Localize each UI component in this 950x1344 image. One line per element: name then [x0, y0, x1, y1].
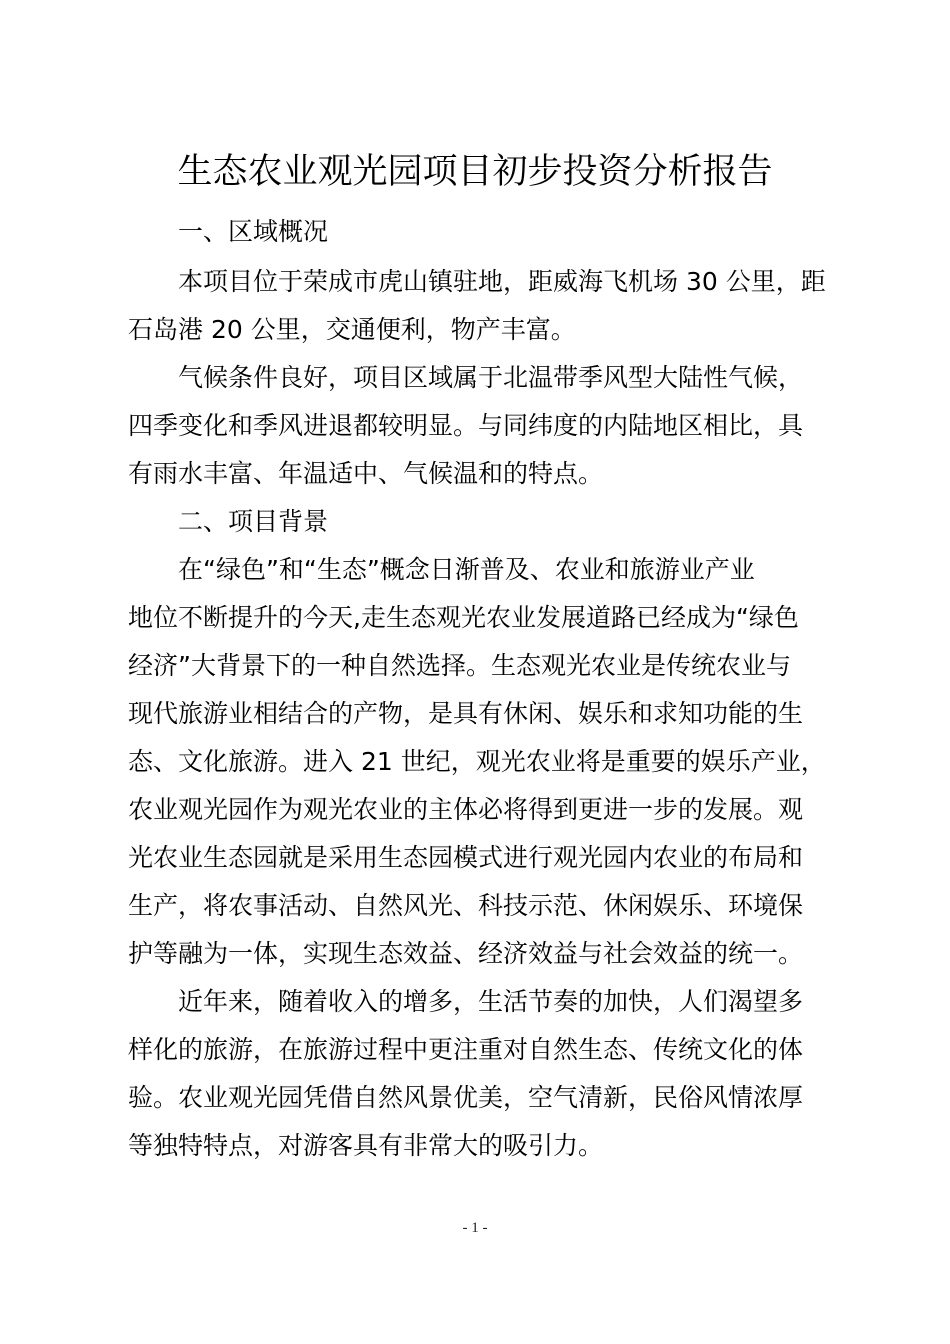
paragraph-line: 经济”大背景下的一种自然选择。生态观光农业是传统农业与: [128, 651, 791, 680]
paragraph-line: 有雨水丰富、年温适中、气候温和的特点。: [128, 459, 604, 488]
page-number: - 1 -: [462, 1220, 488, 1236]
section-heading-region-overview: 一、区域概况: [178, 217, 329, 246]
paragraph-line: 样化的旅游，在旅游过程中更注重对自然生态、传统文化的体: [128, 1035, 804, 1064]
paragraph-line: 气候条件良好，项目区域属于北温带季风型大陆性气候，: [178, 363, 804, 392]
paragraph-line: 石岛港 20 公里，交通便利，物产丰富。: [128, 315, 576, 344]
paragraph-line: 护等融为一体，实现生态效益、经济效益与社会效益的统一。: [128, 939, 804, 968]
paragraph-line: 等独特特点，对游客具有非常大的吸引力。: [128, 1131, 604, 1160]
paragraph-line: 近年来，随着收入的增多，生活节奏的加快，人们渴望多: [178, 987, 804, 1016]
paragraph-line: 态、文化旅游。进入 21 世纪，观光农业将是重要的娱乐产业，: [128, 747, 826, 776]
section-heading-project-background: 二、项目背景: [178, 507, 329, 536]
paragraph-line: 验。农业观光园凭借自然风景优美，空气清新，民俗风情浓厚: [128, 1083, 804, 1112]
paragraph-line: 现代旅游业相结合的产物，是具有休闲、娱乐和求知功能的生: [128, 699, 804, 728]
document-title: 生态农业观光园项目初步投资分析报告: [177, 152, 773, 192]
paragraph-line: 生产，将农事活动、自然风光、科技示范、休闲娱乐、环境保: [128, 891, 804, 920]
paragraph-line: 光农业生态园就是采用生态园模式进行观光园内农业的布局和: [128, 843, 804, 872]
paragraph-line: 在“绿色”和“生态”概念日渐普及、农业和旅游业产业: [178, 555, 755, 584]
paragraph-line: 地位不断提升的今天,走生态观光农业发展道路已经成为“绿色: [128, 603, 799, 632]
paragraph-line: 本项目位于荣成市虎山镇驻地，距威海飞机场 30 公里，距: [178, 267, 826, 296]
paragraph-line: 四季变化和季风进退都较明显。与同纬度的内陆地区相比，具: [128, 411, 804, 440]
paragraph-line: 农业观光园作为观光农业的主体必将得到更进一步的发展。观: [128, 795, 804, 824]
